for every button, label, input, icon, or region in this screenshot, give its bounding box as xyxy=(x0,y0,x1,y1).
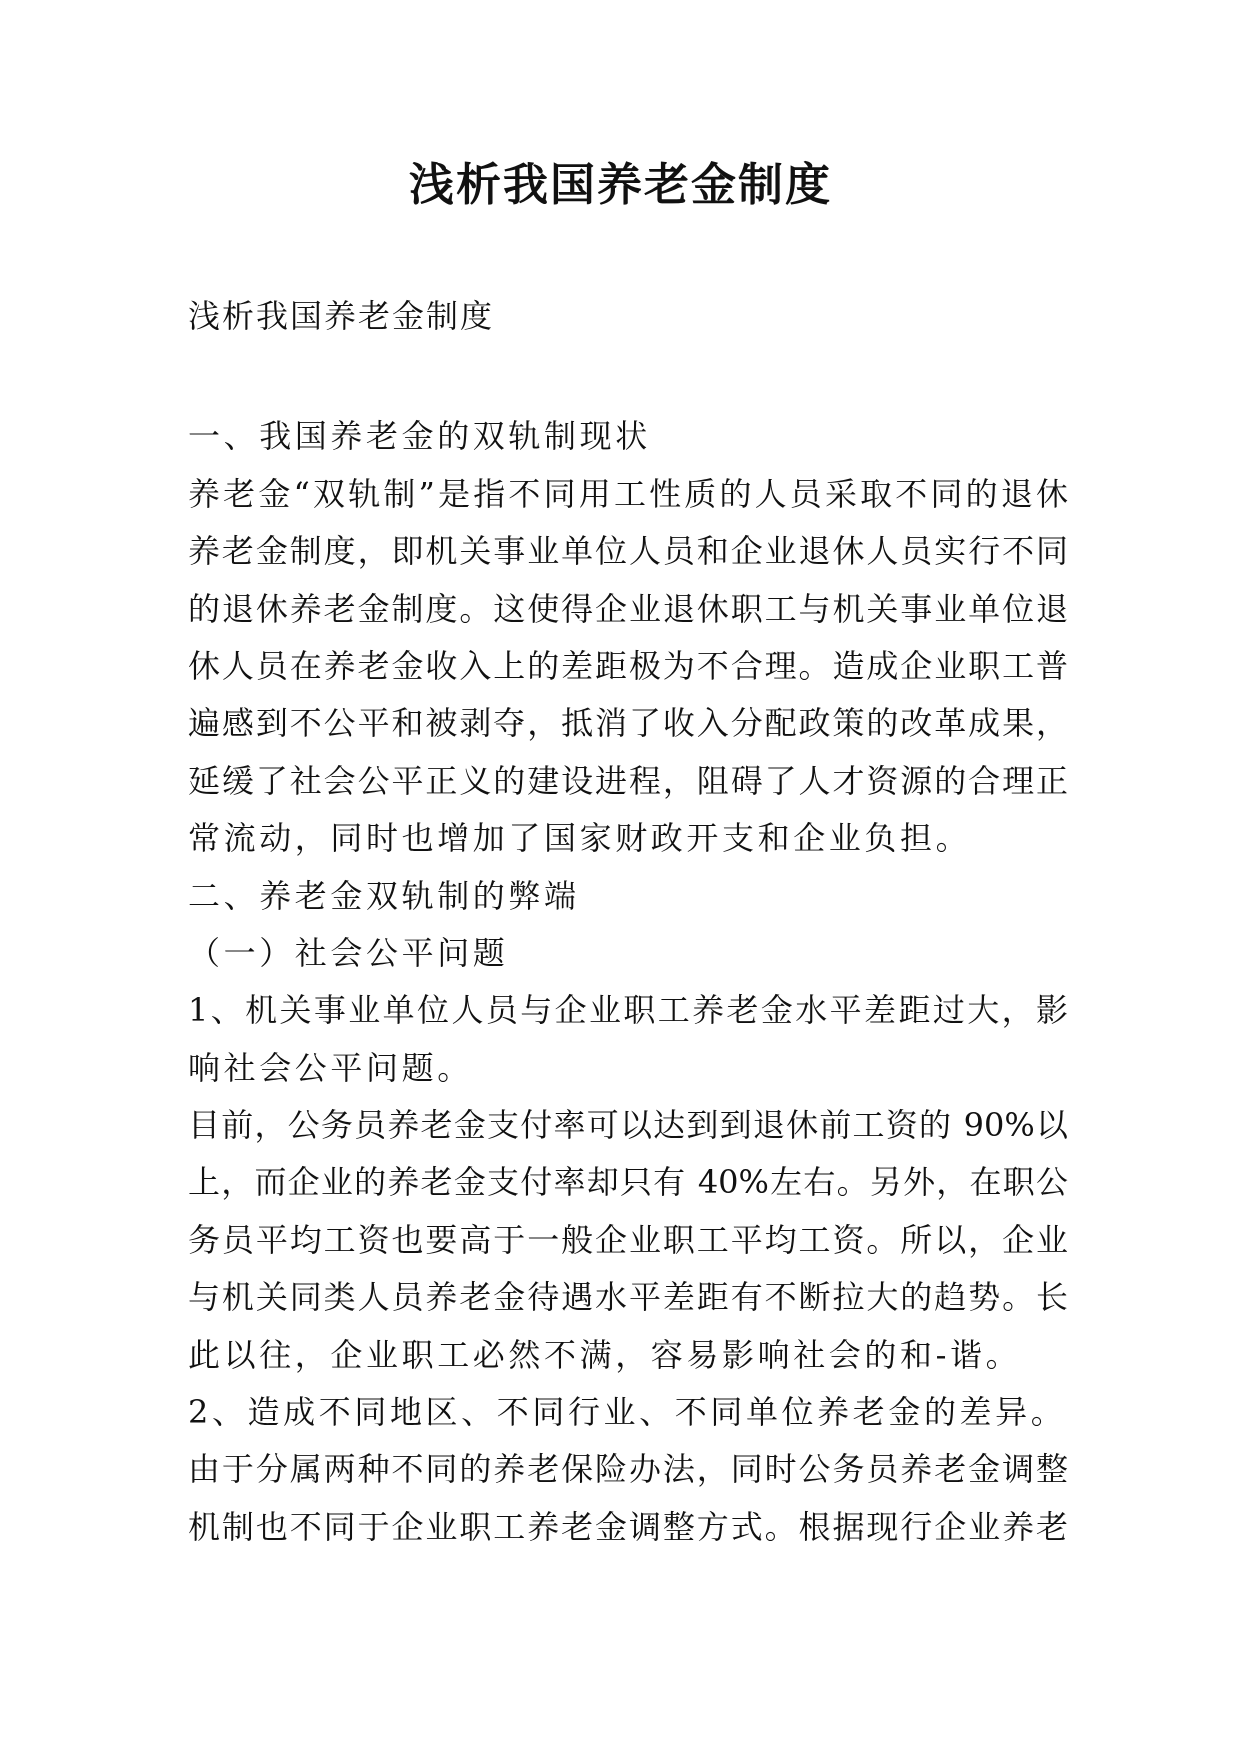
text-line: 由于分属两种不同的养老保险办法，同时公务员养老金调整 xyxy=(188,1450,1068,1489)
text-line: 休人员在养老金收入上的差距极为不合理。造成企业职工普 xyxy=(188,646,1068,685)
text-line: （一）社会公平问题 xyxy=(188,933,509,972)
text-line: 养老金制度，即机关事业单位人员和企业退休人员实行不同 xyxy=(188,532,1068,571)
document-body xyxy=(188,288,1068,1556)
document-title: 浅析我国养老金制度 xyxy=(408,158,832,211)
text-line: 上，而企业的养老金支付率却只有 40%左右。另外，在职公 xyxy=(188,1163,1068,1202)
text-line: 机制也不同于企业职工养老金调整方式。根据现行企业养老 xyxy=(188,1507,1068,1546)
text-line: 养老金“双轨制”是指不同用工性质的人员采取不同的退休 xyxy=(188,474,1068,513)
text-line: 延缓了社会公平正义的建设进程，阻碍了人才资源的合理正 xyxy=(188,761,1068,800)
text-line: 二、养老金双轨制的弊端 xyxy=(188,876,580,915)
text-line: 此以往，企业职工必然不满，容易影响社会的和-谐。 xyxy=(188,1335,1022,1374)
text-line: 1、机关事业单位人员与企业职工养老金水平差距过大，影 xyxy=(188,991,1068,1030)
text-line: 一、我国养老金的双轨制现状 xyxy=(188,417,651,456)
text-line: 2、造成不同地区、不同行业、不同单位养老金的差异。 xyxy=(188,1393,1067,1432)
text-line: 务员平均工资也要高于一般企业职工平均工资。所以，企业 xyxy=(188,1220,1068,1259)
text-line: 响社会公平问题。 xyxy=(188,1048,473,1087)
text-line: 遍感到不公平和被剥夺，抵消了收入分配政策的改革成果， xyxy=(188,704,1068,743)
text-line: 常流动，同时也增加了国家财政开支和企业负担。 xyxy=(188,819,972,858)
document-subtitle: 浅析我国养老金制度 xyxy=(188,297,495,335)
text-line: 与机关同类人员养老金待遇水平差距有不断拉大的趋势。长 xyxy=(188,1278,1068,1317)
text-line: 目前，公务员养老金支付率可以达到到退休前工资的 90%以 xyxy=(188,1106,1068,1145)
paragraph-lines xyxy=(188,408,1068,1556)
text-line: 的退休养老金制度。这使得企业退休职工与机关事业单位退 xyxy=(188,589,1068,628)
